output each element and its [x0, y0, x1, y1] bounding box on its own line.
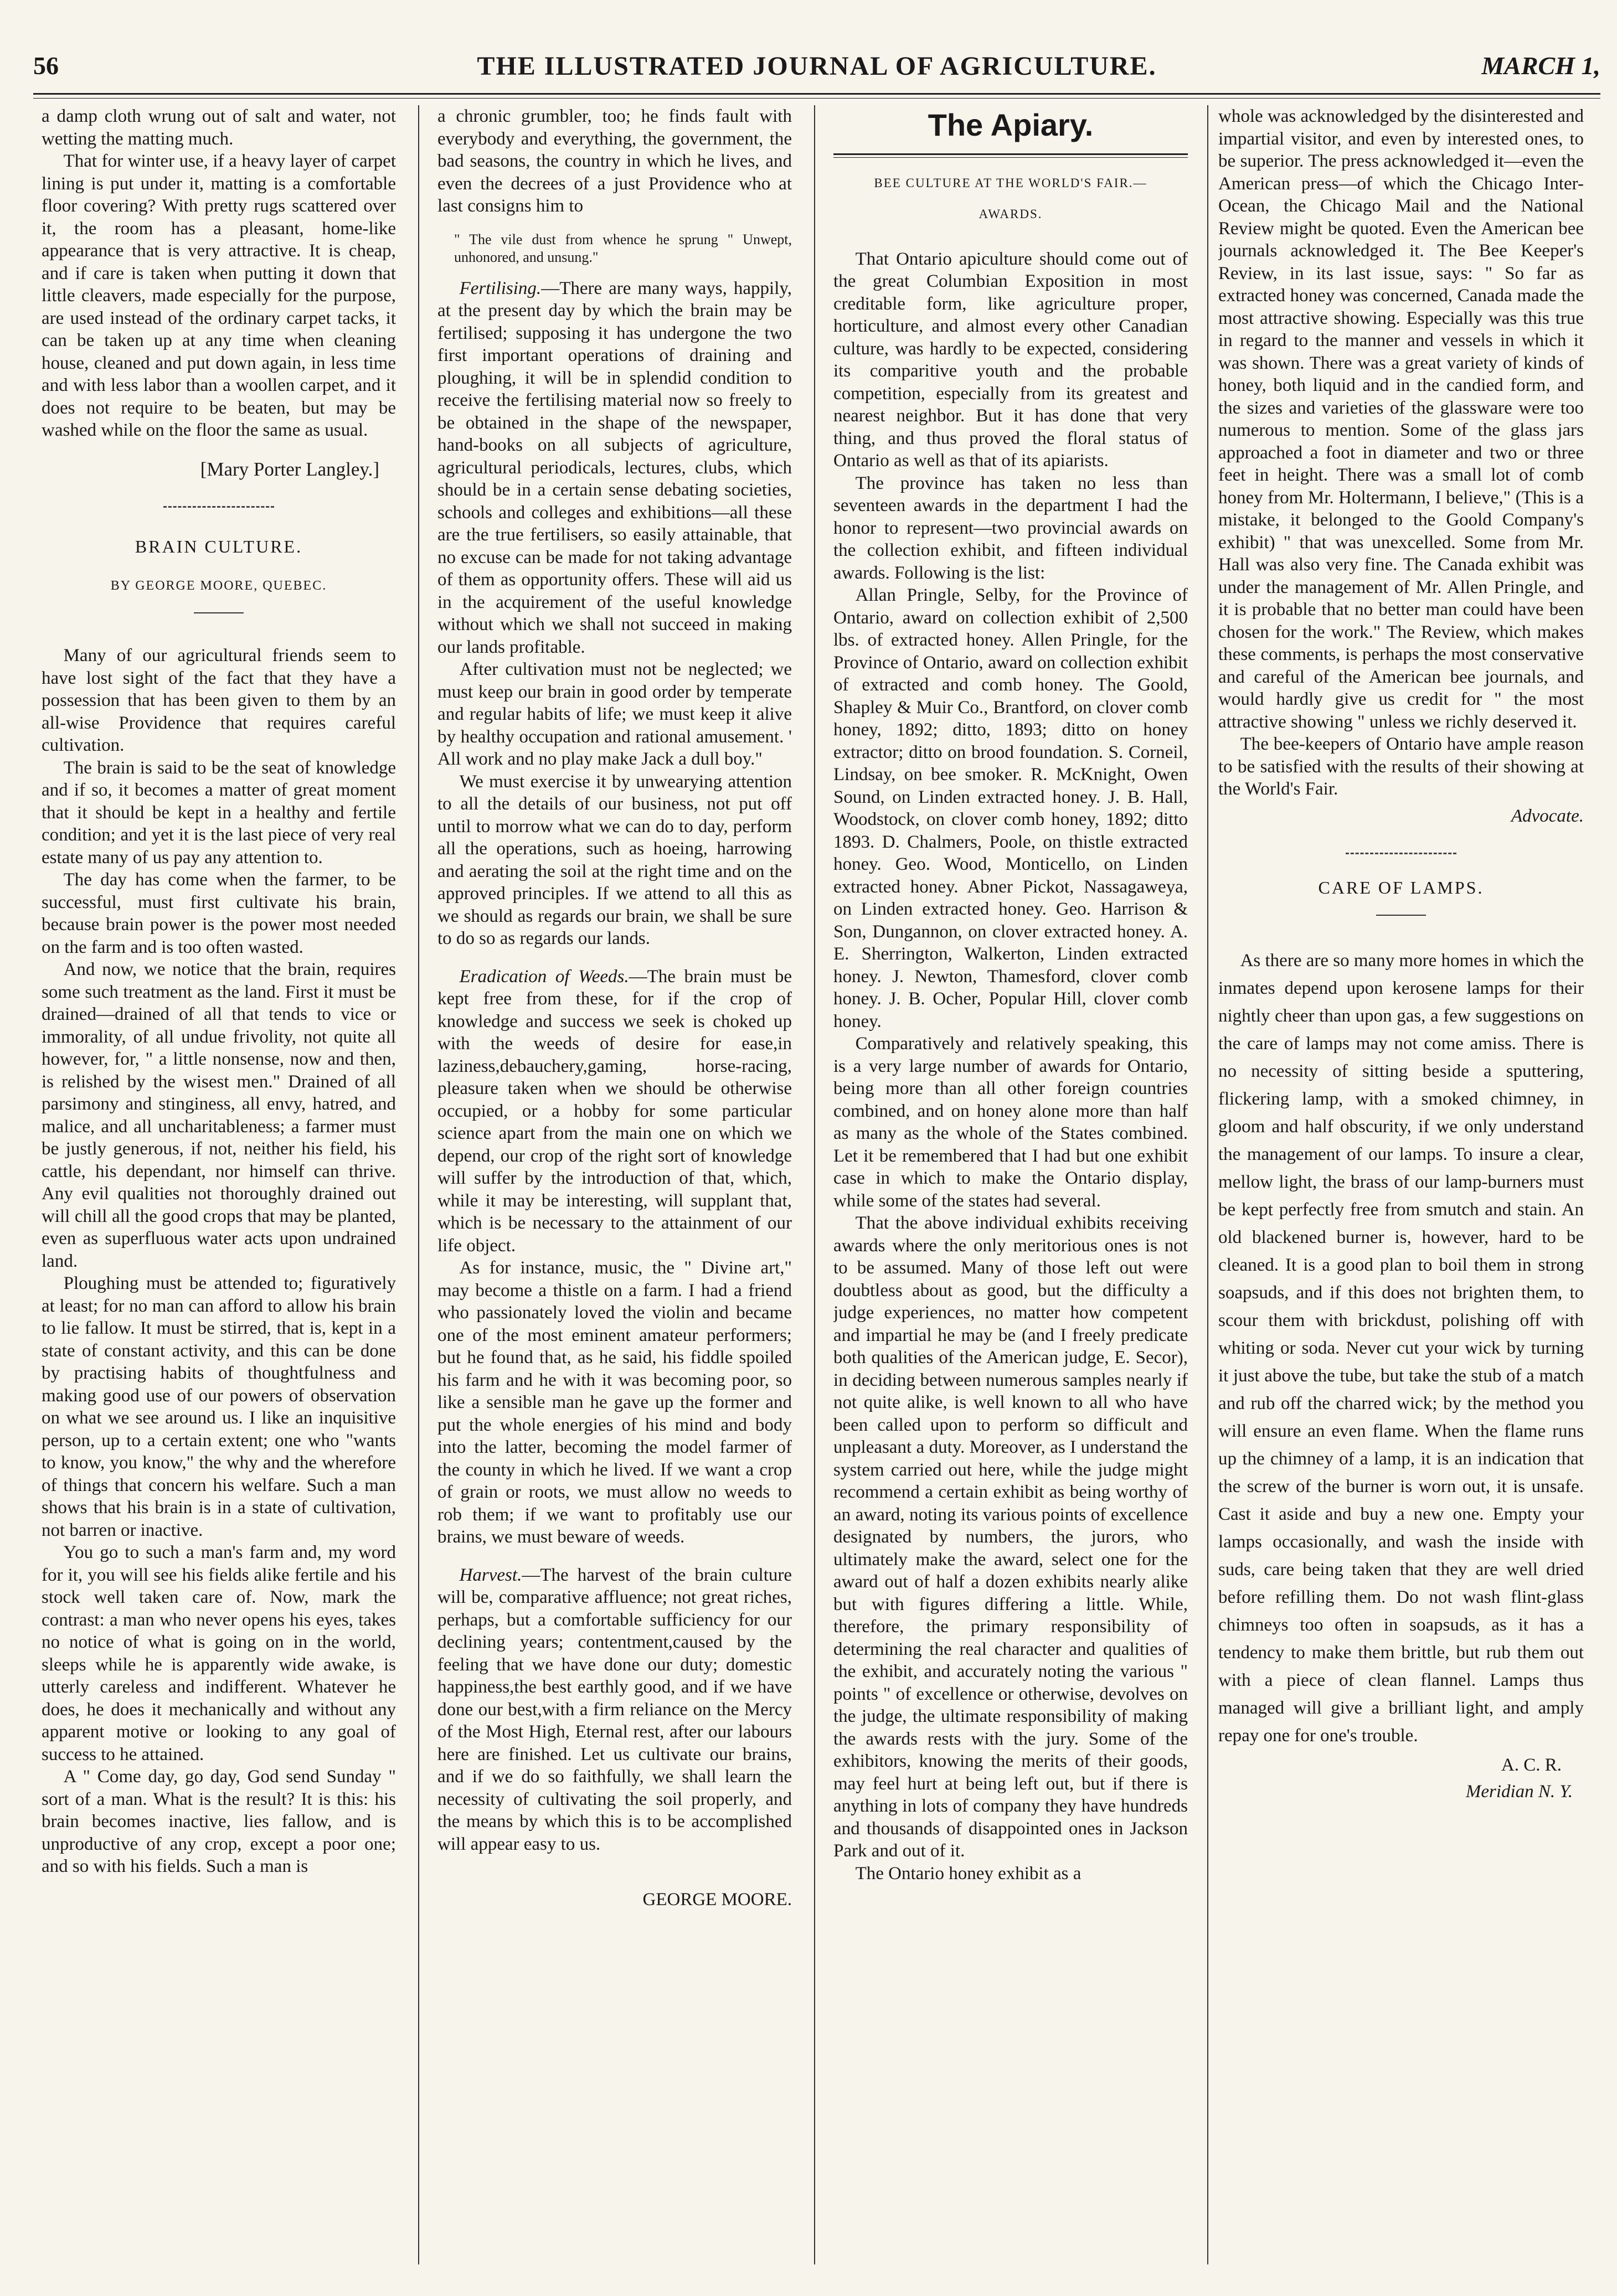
section-title: The Apiary.: [928, 107, 1094, 142]
paragraph: a damp cloth wrung out of salt and water, not wetting the matting much.: [42, 106, 396, 149]
paragraph: The bee-keepers of Ontario have ample reason to be satisfied with the results of their showing at the World's Fair.: [1218, 734, 1584, 799]
title-rule: [1376, 915, 1426, 916]
paragraph: After cultivation must not be neglected; we must keep our brain in good order by temperate and regular habits of life; we must keep it alive by healthy occupation and rational amusement. ' All work and no play make Jack a dull boy.": [437, 659, 792, 769]
paragraph: That for winter use, if a heavy layer of carpet lining is put under it, matting is a comfortable floor covering? With pretty rugs scattered over it, the room has a pleasant, home-like appearance that is very attractive. It is cheap, and if care is taken when putting it down that little cleavers, made especially for the purpose, are used instead of the ordinary carpet tacks, it can be taken up at any time when cleaning house, cleaned and put down again, in less time and with less labor than a woollen carpet, and it does not require to be beaten, but may be washed while on the floor the same as usual.: [42, 151, 396, 440]
paragraph: That Ontario apiculture should come out of the great Columbian Exposition in most creditable form, like agriculture proper, horticulture, and almost every other Canadian culture, was hardly to be expected, considering its comparitive youth and the probable competition, especially from its greatest and nearest neighbor. But it has done that very thing, and thus proved the floral status of Ontario as well as that of its apiarists.: [833, 249, 1188, 471]
section-separator: [1346, 853, 1456, 854]
column-divider: [814, 105, 815, 2264]
column-2: [437, 105, 792, 2270]
paragraph: The day has come when the farmer, to be successful, must first cultivate his brain, because brain power is the power most needed on the farm and is too often wasted.: [42, 870, 396, 957]
section-heading: Fertilising.: [459, 278, 542, 298]
paragraph: And now, we notice that the brain, requires some such treatment as the land. First it must be drained—drained of all that tends to vice or immorality, of all undue frivolity, not quite all however, for, " a little nonsense, now and then, is relished by the wisest men." Drained of all parsimony and stinginess, all envy, hatred, and malice, and all uncharitableness; a farmer must be justly generous, if not, neither his field, his cattle, his dependant, nor himself can thrive. Any evil qualities not thoroughly drained out will chill all the good crops that may be planted, even as superfluous water acts upon undrained land.: [42, 959, 396, 1271]
article-title: BRAIN CULTURE.: [135, 536, 303, 556]
byline: BY GEORGE MOORE, QUEBEC.: [110, 578, 327, 593]
paragraph: Allan Pringle, Selby, for the Province of Ontario, award on collection exhibit of 2,500 lbs. of extracted honey. Allen Pringle, for the Province of Ontario, award on collection exhibit of extracted and comb honey. The Goold, Shapley & Muir Co., Brantford, on clover comb honey, 1892; ditto, 1893; ditto on honey extractor; ditto on brood foundation. S. Corneil, Lindsay, on bee smoker. R. McKnight, Owen Sound, on Linden extracted honey. J. B. Hall, Woodstock, on clover comb honey, 1892; ditto 1893. D. Chalmers, Poole, on thistle extracted honey. Geo. Wood, Monticello, on Linden extracted honey. Abner Pickot, Nassagaweya, on Linden extracted honey. Geo. Harrison & Son, Dungannon, on clover extracted honey. A. E. Sherrington, Walkerton, Linden extracted honey. J. Newton, Thamesford, clover comb honey. J. B. Ocher, Popular Hill, clover comb honey.: [833, 585, 1188, 1031]
section-heading: Eradication of Weeds.: [459, 966, 629, 987]
header-rule: [33, 93, 1600, 99]
title-rule: [194, 612, 244, 613]
section-separator: [163, 506, 274, 508]
paragraph: Comparatively and relatively speaking, this is a very large number of awards for Ontario, being more than all other foreign countries combined, and on honey alone more than half as many as the whole of the States combined. Let it be remembered that I had but one exhibit case in which to make the Ontario display, while some of the states had several.: [833, 1034, 1188, 1211]
article-title: CARE OF LAMPS.: [1318, 878, 1484, 897]
author-signature: GEORGE MOORE.: [642, 1890, 792, 1910]
paragraph: whole was acknowledged by the disinterested and impartial visitor, and even by interested ones, to be superior. The press acknowledged it—even the American press—of which the Chicago Inter-Ocean, the Chicago Mail and the National Review might be quoted. Even the American bee journals acknowledged it. The Bee Keeper's Review, in its last issue, says: " So far as extracted honey was concerned, Canada made the most attractive showing. Especially was this true in regard to the manner and vessels in which it was shown. There was a great variety of kinds of honey, both liquid and in the candied form, and the sizes and varieties of the glassware were too numerous to mention. Some of the glass jars approached a foot in diameter and two or three feet in height. There was a small lot of comb honey from Mr. Holtermann, I believe," (This is a mistake, it belonged to the Goold Company's exhibit) " that was unexcelled. Some from Mr. Hall was also very fine. The Canada exhibit was under the management of Mr. Allen Pringle, and it is probable that no better man could have been chosen for the work." The Review, which makes these comments, is perhaps the most conservative and careful of the American bee journals, and would hardly give us credit for " the most attractive showing " unless we richly deserved it.: [1218, 106, 1584, 732]
paragraph: Ploughing must be attended to; figuratively at least; for no man can afford to allow his brain to lie fallow. It must be stirred, that is, kept in a state of constant activity, and this can be done by practising habits of thoughtfulness and making good use of our powers of observation on what we see around us. I like an inquisitive person, up to a certain extent; one who "wants to know, you know," the why and the wherefore of things that concern his welfare. Such a man shows that his brain is in a state of cultivation, not barren or inactive.: [42, 1273, 396, 1540]
column-divider: [418, 105, 419, 2264]
attribution: [Mary Porter Langley.]: [200, 458, 379, 480]
column-4: [1218, 105, 1584, 2270]
article-title: BEE CULTURE AT THE WORLD'S FAIR.—: [874, 176, 1147, 190]
quotation: " The vile dust from whence he sprung " Unwept, unhonored, and unsung.": [454, 231, 792, 265]
paragraph: Eradication of Weeds.—The brain must be kept free from these, for if the crop of knowledge and success we seek is choked up with the weeds of desire for ease,in laziness,debauchery,gaming, horse-racing, pleasure taken when we should be otherwise occupied, or a hobby for some particular science apart from the main one on which we depend, our crop of the right sort of knowledge will suffer by the introduction of that, which, while it may be interesting, will supplant that, which is be necessary to the attainment of our life object.: [437, 966, 792, 1256]
place-signature: Meridian N. Y.: [1465, 1782, 1573, 1802]
paragraph: The province has taken no less than seventeen awards in the department I had the honor to represent—two provincial awards on the collection exhibit, and fifteen individual awards. Following is the list:: [833, 473, 1188, 583]
paragraph: A " Come day, go day, God send Sunday " sort of a man. What is the result? It is this: his brain becomes inactive, lies fallow, and is unproductive of any crop, except a poor one; and so with his fields. Such a man is: [42, 1767, 396, 1876]
column-divider: [1207, 105, 1208, 2264]
issue-date: MARCH 1,: [1481, 51, 1600, 80]
column-3: [833, 105, 1188, 2270]
paragraph: You go to such a man's farm and, my word for it, you will see his fields alike fertile and his stock well taken care of. Now, mark the contrast: a man who never opens his eyes, takes no notice of what is going on in the world, sleeps while he is apparently wide awake, is utterly careless and indifferent. Whatever he does, he does it mechanically and without any apparent motive or looking to any goal of success to he attained.: [42, 1542, 396, 1764]
source-attribution: Advocate.: [1511, 806, 1584, 826]
paragraph: Fertilising.—There are many ways, happily, at the present day by which the brain may be fertilised; supposing it has undergone the two first important operations of draining and ploughing, it will be in splendid condition to receive the fertilising material now so freely to be obtained in the shape of the newspaper, hand-books on all subjects of agriculture, agricultural periodicals, lectures, clubs, which should be in a certain sense debating societies, schools and colleges and exhibitions—all these are the true fertilisers, so easily attainable, that no excuse can be made for not taking advantage of them as opportunity offers. These will aid us in the acquirement of the useful knowledge without which we shall not succeed in making our lands profitable.: [437, 278, 792, 657]
paragraph: That the above individual exhibits receiving awards where the only meritorious ones is not to be assumed. Many of those left out were doubtless about as good, but the difficulty a judge experiences, no matter how competent and impartial he may be (and I freely predicate both qualities of the American judge, E. Secor), in deciding between numerous samples nearly if not quite alike, is well known to all who have been called upon to perform so difficult and unpleasant a duty. Moreover, as I understand the system carried out here, while the judge might recommend a certain exhibit as being worthy of an award, noting its various points of excellence designated by numbers, the jurors, who ultimately make the award, select one for the award out of half a dozen exhibits nearly alike but with figures differing a little. While, therefore, the primary responsibility of determining the real character and qualities of the exhibit, and accurately noting the various " points " of excellence or otherwise, devolves on the judge, the ultimate responsibility of making the awards rests with the jury. Some of the exhibitors, knowing the merits of their goods, may feel hurt at being left out, but if there is anything in lots of company they have hundreds and thousands of disappointed ones in Jackson Park and out of it.: [833, 1213, 1188, 1861]
column-1: [42, 105, 396, 2270]
paragraph: As for instance, music, the " Divine art," may become a thistle on a farm. I had a friend who passionately loved the violin and became one of the most eminent amateur performers; but he found that, as he said, his fiddle spoiled his farm and he with it was becoming poor, so like a sensible man he gave up the former and put the whole energies of his mind and body into the latter, becoming the model farmer of the county in which he lived. If we want a crop of grain or roots, we must allow no weeds to rob them; if we want to profitably use our brains, we must beware of weeds.: [437, 1258, 792, 1547]
paragraph: Many of our agricultural friends seem to have lost sight of the fact that they have a possession that has been given to them by an all-wise Providence that requires careful cultivation.: [42, 646, 396, 755]
author-signature: A. C. R.: [1501, 1755, 1562, 1775]
paragraph: Harvest.—The harvest of the brain culture will be, comparative affluence; not great riches, perhaps, but a comfortable sufficiency for our declining years; contentment,caused by the feeling that we have done our duty; domestic happiness,the best earthly good, and if we have done our best,with a firm reliance on the Mercy of the Most High, Eternal rest, after our labours here are finished. Let us cultivate our brains, and if we do so faithfully, we shall learn the necessity of cultivating the soil properly, and the means by which this is to be accomplished will appear easy to us.: [437, 1565, 792, 1854]
paragraph: The brain is said to be the seat of knowledge and if so, it becomes a matter of great moment that it should be kept in a healthy and fertile condition; and yet it is the last piece of very real estate many of us pay any attention to.: [42, 757, 396, 868]
section-heading: Harvest.: [459, 1565, 522, 1585]
page-number: 56: [33, 51, 59, 80]
article-subtitle: AWARDS.: [979, 207, 1043, 221]
paragraph: The Ontario honey exhibit as a: [855, 1863, 1082, 1884]
paragraph: As there are so many more homes in which the inmates depend upon kerosene lamps for their nightly cheer than upon gas, a few suggestions on the care of lamps may not come amiss. There is no necessity of sitting beside a sputtering, flickering lamp, with a smoked chimney, in gloom and half obscurity, if we only understand the management of our lamps. To insure a clear, mellow light, the brass of our lamp-burners must be kept perfectly free from smutch and stain. An old blackened burner is, however, hard to be cleaned. It is a good plan to boil them in strong soapsuds, and if this does not brighten them, to scour them with brickdust, polishing off with whiting or soda. Never cut your wick by turning it just above the tube, but take the stub of a match and rub off the charred wick; by the method you will ensure an even flame. When the flame runs up the chimney of a lamp, it is an indication that the screw of the burner is worn out, it is unsafe. Cast it aside and buy a new one. Empty your lamps occasionally, and wash the inside with suds, care being taken that they are well dried before refilling them. Do not wash flint-glass chimneys too often in soapsuds, as it has a tendency to make them brittle, but rub them out with a piece of clean flannel. Lamps thus managed will give a brilliant light, and amply repay one for one's trouble.: [1218, 950, 1584, 1746]
title-rule: [833, 153, 1188, 158]
page-header: [33, 51, 1600, 84]
paragraph: a chronic grumbler, too; he finds fault with everybody and everything, the government, the bad seasons, the country in which he lives, and even the decrees of a just Providence who at last consigns him to: [437, 106, 792, 216]
journal-title: THE ILLUSTRATED JOURNAL OF AGRICULTURE.: [477, 51, 1157, 81]
paragraph: We must exercise it by unwearying attention to all the details of our business, not put off until to morrow what we can do to day, perform all the operations, such as hoeing, harrowing and aerating the soil at the right time and on the approved principles. If we attend to all this as we should as regards our brain, we shall be sure to do so as regards our lands.: [437, 771, 792, 948]
